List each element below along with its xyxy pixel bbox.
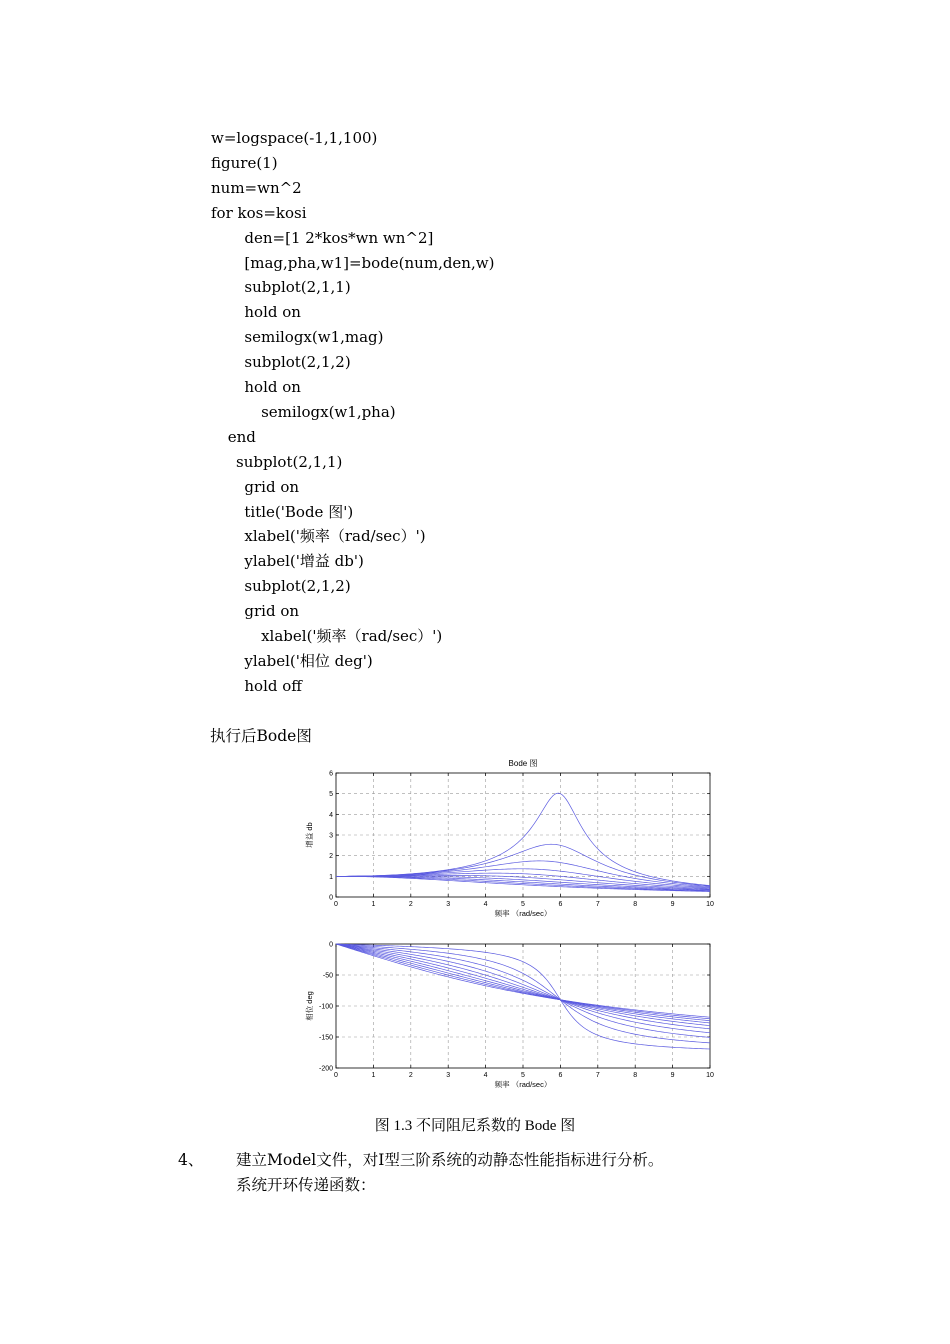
x-tick-label: 1 [371,1072,376,1079]
code-line: title('Bode 图') [244,502,354,521]
code-line: hold on [244,303,301,322]
x-tick-label: 7 [595,1072,600,1079]
step-number: 4、 [178,1151,204,1169]
x-tick-label: 6 [558,1072,563,1079]
step-text: 建立Model文件，对Ⅰ型三阶系统的动静态性能指标进行分析。 [236,1151,664,1169]
after-text: 执行后Bode图 [210,727,312,745]
step-subtext: 系统开环传递函数： [236,1176,376,1194]
x-tick-label: 1 [371,901,376,908]
x-tick-label: 5 [521,1072,525,1079]
y-tick-label: -150 [318,1034,333,1042]
code-line: ylabel('相位 deg') [244,651,373,670]
code-line: subplot(2,1,1) [236,452,343,471]
figure-caption: 图 1.3 不同阻尼系数的 Bode 图 [374,1118,576,1134]
code-line: hold off [244,676,302,695]
y-axis-label: 增益 db [305,822,314,848]
x-tick-label: 4 [483,901,488,908]
code-line: [mag,pha,w1]=bode(num,den,w) [244,253,495,272]
x-tick-label: 2 [408,901,413,908]
x-axis-label: 频率 （rad/sec） [494,1080,552,1089]
code-line: subplot(2,1,2) [244,353,351,372]
x-tick-label: 3 [446,1072,451,1079]
bode-chart [300,752,730,1097]
x-tick-label: 0 [334,901,338,908]
x-tick-label: 10 [706,1072,714,1079]
code-line: xlabel('频率（rad/sec）') [261,627,443,645]
x-tick-label: 9 [670,1072,675,1079]
x-tick-label: 0 [334,1072,338,1079]
x-tick-label: 8 [633,1072,638,1079]
y-tick-label: 2 [329,853,333,861]
code-line: hold on [244,378,301,396]
code-line: w=logspace(-1,1,100) [211,129,378,147]
code-line: den=[1 2*kos*wn wn^2] [244,228,434,247]
chart-title: Bode 图 [508,759,538,768]
y-tick-label: 6 [329,770,333,778]
x-tick-label: 4 [483,1072,488,1079]
x-axis-label: 频率 （rad/sec） [494,909,552,918]
x-tick-label: 10 [706,901,714,908]
x-tick-label: 8 [633,901,638,908]
y-tick-label: -50 [322,972,333,980]
code-line: num=wn^2 [211,178,302,197]
y-tick-label: 1 [329,873,333,881]
y-tick-label: 5 [329,791,333,799]
code-line: subplot(2,1,2) [244,577,351,596]
bode-figure [300,752,730,1097]
x-tick-label: 7 [595,901,600,908]
y-tick-label: -200 [318,1065,333,1073]
y-tick-label: 0 [329,941,333,949]
y-tick-label: 4 [329,811,333,819]
code-line: subplot(2,1,1) [244,278,351,297]
x-tick-label: 9 [670,901,675,908]
code-line: semilogx(w1,pha) [261,402,396,421]
y-tick-label: 0 [329,894,333,902]
code-line: ylabel('增益 db') [244,552,364,571]
code-line: semilogx(w1,mag) [244,328,384,347]
code-line: figure(1) [211,153,278,172]
x-tick-label: 2 [408,1072,413,1079]
code-line: xlabel('频率（rad/sec）') [244,527,426,546]
x-tick-label: 3 [446,901,451,908]
code-line: grid on [244,602,300,621]
y-axis-label: 相位 deg [305,991,314,1021]
code-line: for kos=kosi [211,203,307,222]
y-tick-label: 3 [329,832,333,840]
y-tick-label: -100 [318,1003,333,1011]
code-line: end [227,427,256,446]
x-tick-label: 5 [521,901,525,908]
code-line: grid on [244,477,300,496]
x-tick-label: 6 [558,901,563,908]
